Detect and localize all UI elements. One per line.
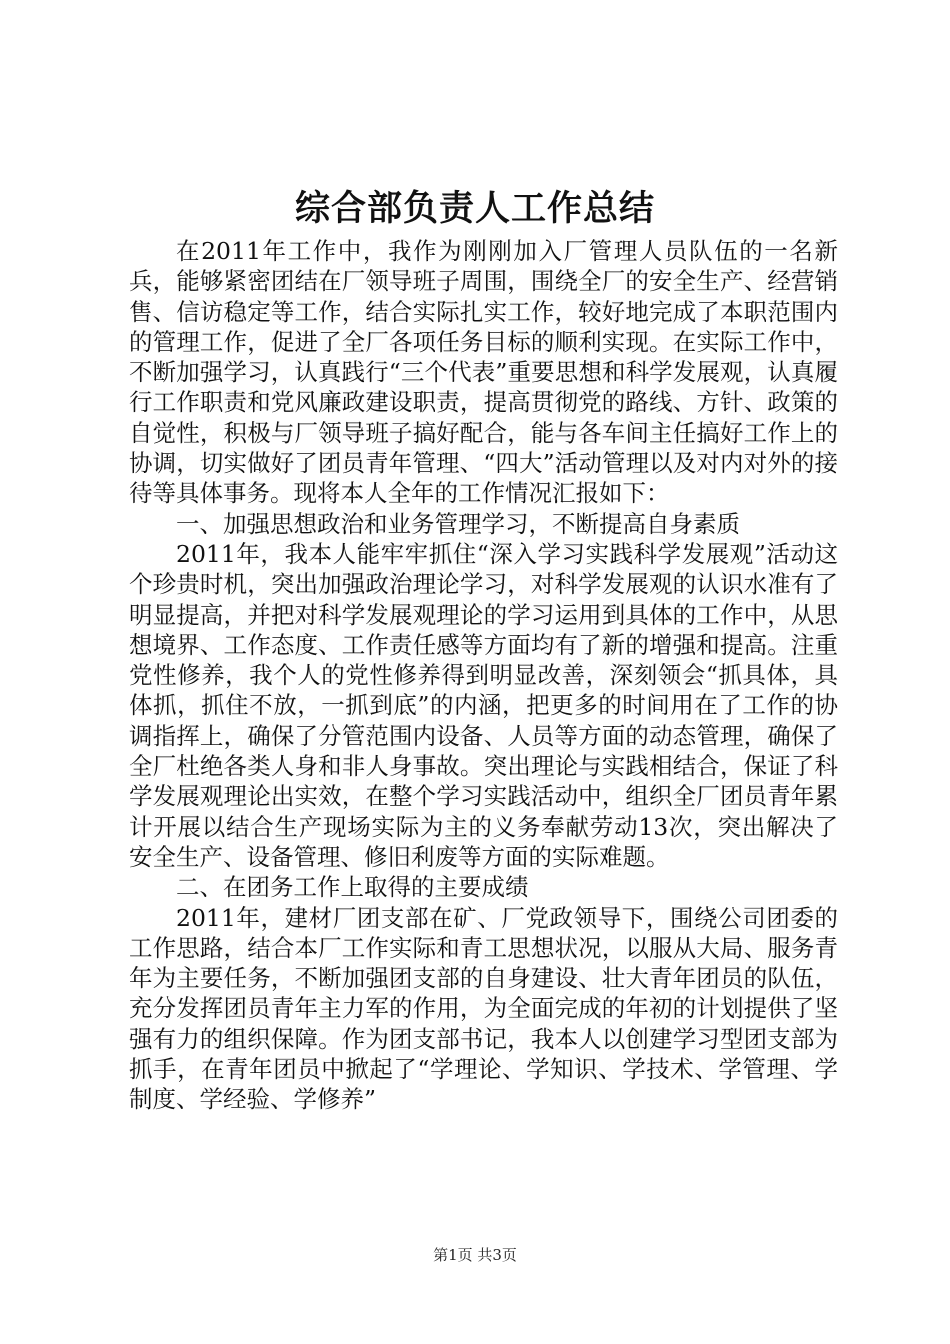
paragraph-intro: 在2011年工作中，我作为刚刚加入厂管理人员队伍的一名新兵，能够紧密团结在厂领导班子周围，围绕全厂的安全生产、经营销售、信访稳定等工作，结合实际扎实工作，较好地完成了本职范围内的管理工作，促进了全厂各项任务目标的顺利实现。在实际工作中，不断加强学习，认真践行“三个代表”重要思想和科学发展观，认真履行工作职责和党风廉政建设职责，提高贯彻党的路线、方针、政策的自觉性，积极与厂领导班子搞好配合，能与各车间主任搞好工作上的协调，切实做好了团员青年管理、“四大”活动管理以及对内对外的接待等具体事务。现将本人全年的工作情况汇报如下：	[129, 237, 838, 508]
paragraph-section-1: 2011年，我本人能牢牢抓住“深入学习实践科学发展观”活动这个珍贵时机，突出加强政治理论学习，对科学发展观的认识水准有了明显提高，并把对科学发展观理论的学习运用到具体的工作中，从思想境界、工作态度、工作责任感等方面均有了新的增强和提高。注重党性修养，我个人的党性修养得到明显改善，深刻领会“抓具体，具体抓，抓住不放，一抓到底”的内涵，把更多的时间用在了工作的协调指挥上，确保了分管范围内设备、人员等方面的动态管理，确保了全厂杜绝各类人身和非人身事故。突出理论与实践相结合，保证了科学发展观理论出实效，在整个学习实践活动中，组织全厂团员青年累计开展以结合生产现场实际为主的义务奉献劳动13次，突出解决了安全生产、设备管理、修旧利废等方面的实际难题。	[129, 539, 838, 871]
paragraph-section-2: 2011年，建材厂团支部在矿、厂党政领导下，围绕公司团委的工作思路，结合本厂工作实际和青工思想状况，以服从大局、服务青年为主要任务，不断加强团支部的自身建设、壮大青年团员的队伍，充分发挥团员青年主力军的作用，为全面完成的年初的计划提供了坚强有力的组织保障。作为团支部书记，我本人以创建学习型团支部为抓手，在青年团员中掀起了“学理论、学知识、学技术、学管理、学制度、学经验、学修养”	[129, 903, 838, 1114]
section-heading-2: 二、在团务工作上取得的主要成绩	[176, 873, 529, 902]
section-heading-1: 一、加强思想政治和业务管理学习，不断提高自身素质	[176, 509, 740, 538]
page-footer: 第1页 共3页	[433, 1246, 517, 1264]
document-body	[129, 236, 838, 1115]
document-title: 综合部负责人工作总结	[294, 188, 655, 229]
